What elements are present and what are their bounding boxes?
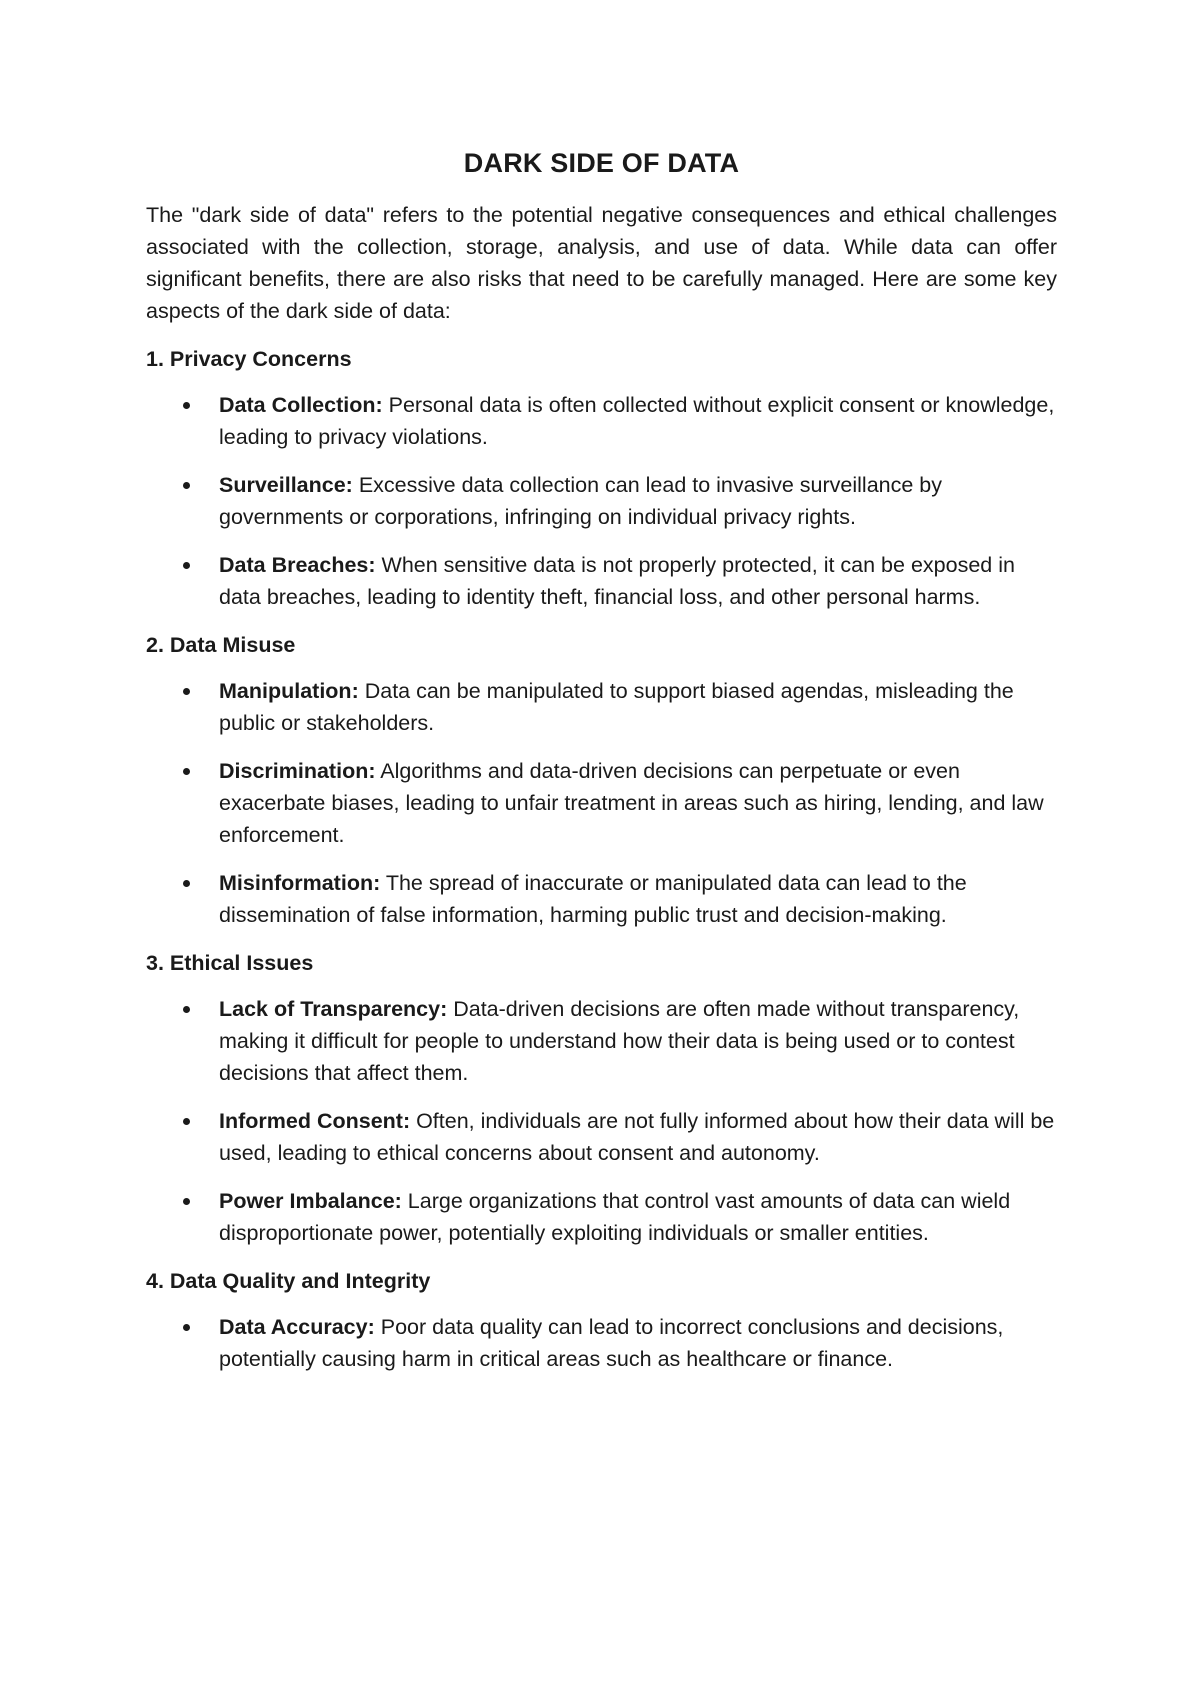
section-heading: 4. Data Quality and Integrity	[146, 1269, 431, 1293]
item-text: Excessive data collection can lead to invasive surveillance by governments or corporations, infringing on individual privacy rights.	[219, 473, 943, 529]
item-text: Poor data quality can lead to incorrect conclusions and decisions, potentially causing harm in critical areas such as healthcare or finance.	[219, 1315, 1004, 1371]
item-text: Personal data is often collected without explicit consent or knowledge, leading to privacy violations.	[219, 393, 1055, 449]
bullet-list	[146, 389, 1057, 613]
list-item	[146, 675, 1057, 739]
list-item	[146, 1185, 1057, 1249]
item-term: Data Accuracy:	[219, 1315, 375, 1339]
section-ethical-issues	[146, 947, 1057, 1249]
item-term: Data Breaches:	[219, 553, 376, 577]
item-term: Discrimination:	[219, 759, 376, 783]
section-heading: 2. Data Misuse	[146, 633, 296, 657]
section-heading: 3. Ethical Issues	[146, 951, 314, 975]
list-item	[146, 1311, 1057, 1375]
bullet-icon	[183, 1006, 190, 1013]
intro-paragraph: The "dark side of data" refers to the potential negative consequences and ethical challenges associated with the collection, storage, analysis, and use of data. While data can offer significant benefits, there are also risks that need to be carefully managed. Here are some key aspects of the dark side of data:	[146, 203, 1057, 323]
item-term: Surveillance:	[219, 473, 353, 497]
item-term: Misinformation:	[219, 871, 381, 895]
list-item	[146, 1105, 1057, 1169]
item-text: Often, individuals are not fully informed about how their data will be used, leading to ethical concerns about consent and autonomy.	[219, 1109, 1055, 1165]
item-term: Informed Consent:	[219, 1109, 411, 1133]
bullet-icon	[183, 880, 190, 887]
page-title: DARK SIDE OF DATA	[463, 148, 740, 178]
bullet-icon	[183, 688, 190, 695]
list-item	[146, 549, 1057, 613]
bullet-list	[146, 675, 1057, 931]
item-text: Data can be manipulated to support biased agendas, misleading the public or stakeholders.	[219, 679, 1014, 735]
item-text: When sensitive data is not properly protected, it can be exposed in data breaches, leading to identity theft, financial loss, and other personal harms.	[219, 553, 1015, 609]
item-term: Lack of Transparency:	[219, 997, 448, 1021]
bullet-list	[146, 993, 1057, 1249]
item-text: Data-driven decisions are often made without transparency, making it difficult for people to understand how their data is being used or to contest decisions that affect them.	[219, 997, 1020, 1085]
list-item	[146, 867, 1057, 931]
section-data-misuse	[146, 629, 1057, 931]
bullet-icon	[183, 1118, 190, 1125]
section-data-quality	[146, 1265, 1057, 1375]
item-term: Manipulation:	[219, 679, 359, 703]
item-text: The spread of inaccurate or manipulated data can lead to the dissemination of false information, harming public trust and decision-making.	[219, 871, 967, 927]
document-body	[146, 148, 1057, 1391]
bullet-icon	[183, 768, 190, 775]
list-item	[146, 755, 1057, 851]
item-text: Algorithms and data-driven decisions can perpetuate or even exacerbate biases, leading to unfair treatment in areas such as hiring, lending, and law enforcement.	[219, 759, 1044, 847]
bullet-list	[146, 1311, 1057, 1375]
bullet-icon	[183, 482, 190, 489]
bullet-icon	[183, 1198, 190, 1205]
list-item	[146, 993, 1057, 1089]
section-privacy-concerns	[146, 343, 1057, 613]
bullet-icon	[183, 1324, 190, 1331]
list-item	[146, 469, 1057, 533]
bullet-icon	[183, 562, 190, 569]
item-term: Power Imbalance:	[219, 1189, 402, 1213]
item-term: Data Collection:	[219, 393, 383, 417]
bullet-icon	[183, 402, 190, 409]
item-text: Large organizations that control vast amounts of data can wield disproportionate power, potentially exploiting individuals or smaller entities.	[219, 1189, 1011, 1245]
list-item	[146, 389, 1057, 453]
section-heading: 1. Privacy Concerns	[146, 347, 352, 371]
